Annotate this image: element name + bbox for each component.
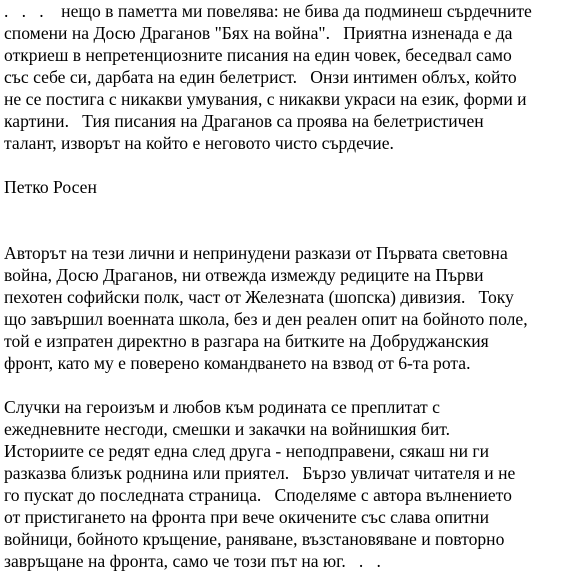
text-line: война, Досю Драганов, ни отвежда измежду редиците на Първи	[4, 265, 484, 285]
paragraph-book-summary	[4, 396, 578, 572]
text-line: фронт, като му е поверено командването на взвод от 6-та рота.	[4, 353, 471, 373]
paragraph-author-intro	[4, 242, 578, 374]
paragraph-review-quote	[4, 0, 578, 154]
document-page	[4, 0, 578, 572]
text-line: войници, бойното кръщение, раняване, възстановяване и повторно	[4, 529, 505, 549]
text-line: що завършил военната школа, без и ден реален опит на бойното поле,	[4, 309, 528, 329]
text-line: Случки на героизъм и любов към родината се преплитат с	[4, 397, 440, 417]
text-line: ежедневните несгоди, смешки и закачки на войнишкия бит.	[4, 419, 451, 439]
paragraph-spacer	[4, 198, 578, 242]
text-line: не се постига с никакви умувания, с никакви украси на език, форми и	[4, 89, 527, 109]
text-line: Авторът на тези лични и непринудени разкази от Първата световна	[4, 243, 508, 263]
text-line: завръщане на фронта, само че този път на юг. . .	[4, 551, 381, 571]
text-line: пехотен софийски полк, част от Железната (шопска) дивизия. Току	[4, 287, 514, 307]
text-line: го пускат до последната страница. Споделяме с автора вълнението	[4, 485, 512, 505]
text-line: от пристигането на фронта при вече окичените със слава опитни	[4, 507, 489, 527]
signature: Петко Росен	[4, 177, 97, 197]
text-line: спомени на Досю Драганов "Бях на война". Приятна изненада е да	[4, 23, 513, 43]
paragraph-spacer	[4, 154, 578, 176]
text-line: разказва близък роднина или приятел. Бързо увличат читателя и не	[4, 463, 516, 483]
text-line: той е изпратен директно в разгара на битките на Добруджанския	[4, 331, 489, 351]
text-line: Историите се редят една след друга - неподправени, сякаш ни ги	[4, 441, 490, 461]
text-line: талант, изворът на който е неговото чисто сърдечие.	[4, 133, 394, 153]
paragraph-spacer	[4, 374, 578, 396]
text-line: картини. Тия писания на Драганов са проява на белетристичен	[4, 111, 484, 131]
text-line: откриеш в непретенциозните писания на един човек, беседвал само	[4, 45, 512, 65]
text-line: със себе си, дарбата на един белетрист. Онзи интимен облъх, който	[4, 67, 517, 87]
text-line: . . . нещо в паметта ми повелява: не бива да подминеш сърдечните	[4, 1, 532, 21]
